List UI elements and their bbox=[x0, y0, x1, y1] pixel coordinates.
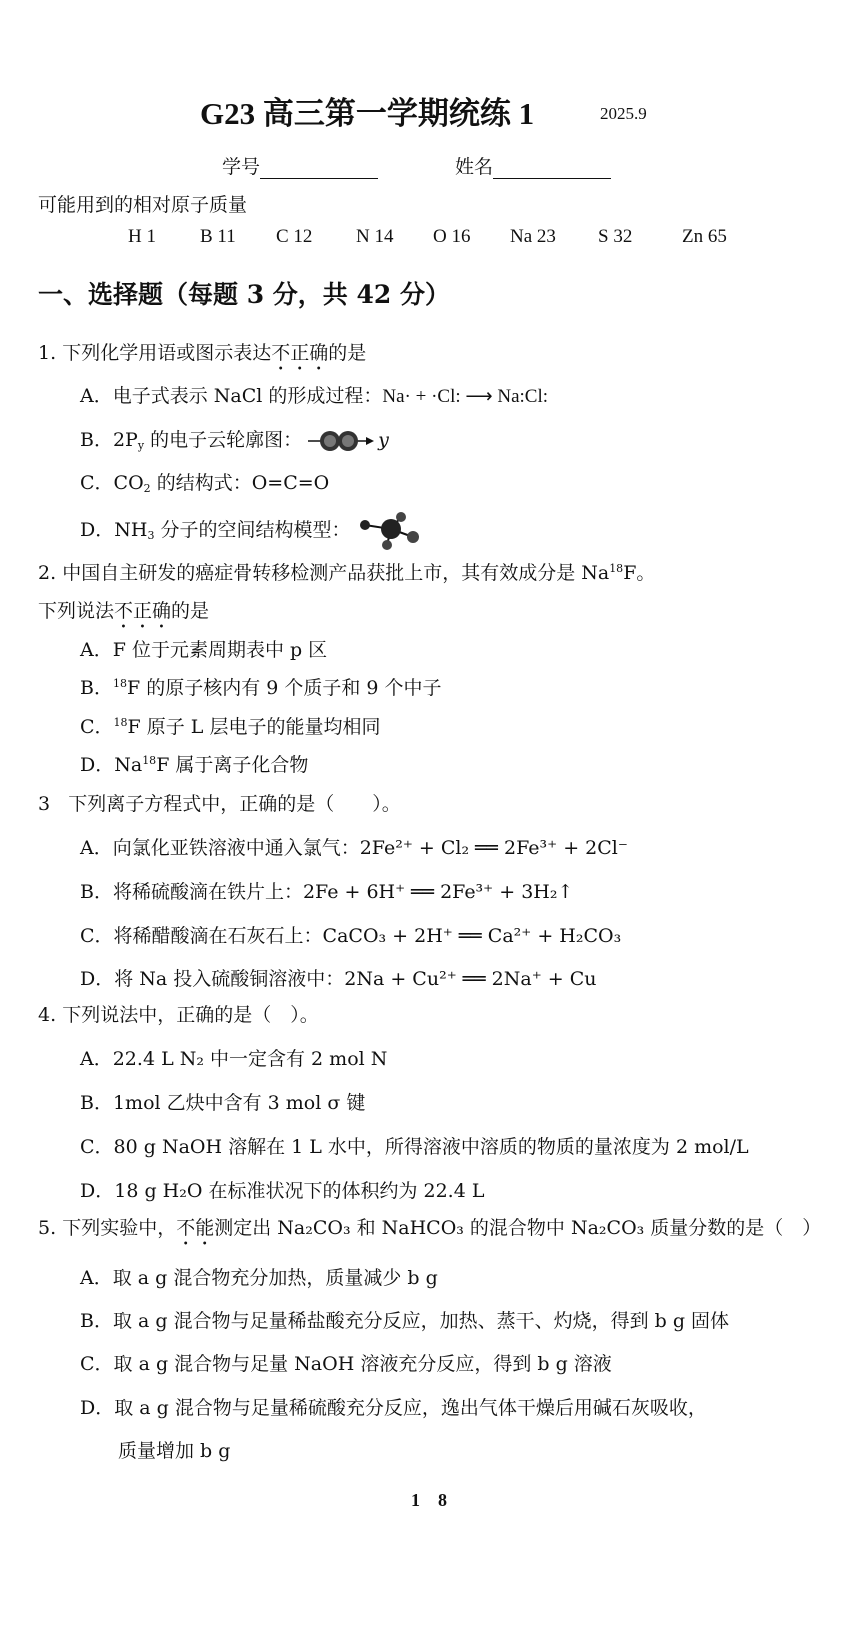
question-4-option-d[interactable]: D．18 g H₂O 在标准状况下的体积约为 22.4 L bbox=[80, 1180, 485, 1202]
option-text: F 原子 L 层电子的能量均相同 bbox=[127, 716, 381, 738]
student-id-label: 学号 bbox=[222, 156, 261, 178]
stem-text: 下列实验中， bbox=[62, 1217, 177, 1239]
question-2-stem-line2 bbox=[38, 596, 209, 633]
mass-item: Na 23 bbox=[510, 226, 556, 247]
stem-text: 下列离子方程式中，正确的是（ ）。 bbox=[68, 793, 401, 815]
stem-text: 的是 bbox=[328, 342, 367, 364]
student-id-field bbox=[222, 152, 378, 179]
question-number: 4. bbox=[38, 1004, 57, 1026]
question-3-option-d[interactable]: D．将 Na 投入硫酸铜溶液中：2Na + Cu²⁺ ══ 2Na⁺ + Cu bbox=[80, 968, 597, 990]
question-1-option-a[interactable] bbox=[80, 381, 548, 408]
question-4-option-c[interactable]: C．80 g NaOH 溶解在 1 L 水中，所得溶液中溶质的物质的量浓度为 2 mol/L bbox=[80, 1136, 749, 1158]
option-text: F 的原子核内有 9 个质子和 9 个中子 bbox=[126, 677, 442, 699]
stem-text: 下列说法 bbox=[38, 600, 115, 622]
option-text: A．电子式表示 NaCl 的形成过程： bbox=[80, 385, 383, 407]
question-number: 5. bbox=[38, 1217, 57, 1239]
superscript: 18 bbox=[609, 562, 624, 575]
question-3-stem bbox=[38, 789, 401, 816]
stem-text: 下列化学用语或图示表达 bbox=[62, 342, 272, 364]
question-4-stem bbox=[38, 1000, 319, 1027]
emphasis-text: 不正确 bbox=[114, 600, 172, 622]
question-5-option-a[interactable]: A．取 a g 混合物充分加热，质量减少 b g bbox=[80, 1267, 438, 1289]
question-3-option-c[interactable]: C．将稀醋酸滴在石灰石上：CaCO₃ + 2H⁺ ══ Ca²⁺ + H₂CO₃ bbox=[80, 925, 622, 947]
option-text: F 属于离子化合物 bbox=[156, 754, 309, 776]
question-2-option-d[interactable] bbox=[80, 750, 308, 777]
emphasis-text: 不正确 bbox=[271, 342, 329, 364]
stem-text: 下列说法中，正确的是（ ）。 bbox=[62, 1004, 319, 1026]
name-label: 姓名 bbox=[455, 156, 494, 178]
mass-item: C 12 bbox=[276, 226, 313, 247]
page-number: 1 8 bbox=[411, 1490, 447, 1510]
mass-item: Zn 65 bbox=[682, 226, 727, 247]
exam-title: G23 高三第一学期统练 1 bbox=[200, 96, 535, 131]
option-text: C．CO bbox=[80, 472, 144, 494]
option-text: D．Na bbox=[80, 754, 143, 776]
option-text: C． bbox=[80, 716, 114, 738]
stem-text: 中国自主研发的癌症骨转移检测产品获批上市，其有效成分是 Na bbox=[62, 562, 610, 584]
question-5-stem bbox=[38, 1213, 821, 1250]
exam-date: 2025.9 bbox=[600, 104, 647, 123]
option-text: B．2P bbox=[80, 429, 138, 451]
question-number: 1. bbox=[38, 342, 57, 364]
stem-text: 测定出 Na₂CO₃ 和 NaHCO₃ 的混合物中 Na₂CO₃ 质量分数的是（ ） bbox=[214, 1217, 822, 1239]
mass-item: N 14 bbox=[356, 226, 394, 247]
atomic-mass-intro: 可能用到的相对原子质量 bbox=[38, 194, 248, 216]
question-2-option-b[interactable] bbox=[80, 673, 442, 700]
emphasis-text: 不能 bbox=[176, 1217, 215, 1239]
atomic-mass-list bbox=[128, 226, 727, 248]
question-5-option-d-continued: 质量增加 b g bbox=[118, 1440, 231, 1462]
question-number: 3 bbox=[38, 793, 51, 815]
option-text: 的电子云轮廓图： bbox=[144, 429, 303, 451]
option-text: D．NH bbox=[80, 519, 148, 541]
student-id-blank[interactable] bbox=[260, 160, 378, 179]
question-5-option-c[interactable]: C．取 a g 混合物与足量 NaOH 溶液充分反应，得到 b g 溶液 bbox=[80, 1353, 612, 1375]
question-4-option-a[interactable]: A．22.4 L N₂ 中一定含有 2 mol N bbox=[80, 1048, 388, 1070]
subscript: 2 bbox=[143, 482, 151, 495]
question-1-option-d[interactable] bbox=[80, 511, 427, 551]
question-2-option-a[interactable]: A．F 位于元素周期表中 p 区 bbox=[80, 639, 328, 661]
stem-text: F。 bbox=[623, 562, 656, 584]
section-heading: 一、选择题（每题 3 分，共 42 分） bbox=[38, 280, 451, 309]
mass-item: B 11 bbox=[200, 226, 236, 247]
question-2-option-c[interactable] bbox=[80, 712, 380, 739]
question-1-option-b[interactable] bbox=[80, 425, 389, 454]
mass-item: H 1 bbox=[128, 226, 156, 247]
name-blank[interactable] bbox=[493, 160, 611, 179]
superscript: 18 bbox=[113, 716, 128, 729]
question-5-option-d[interactable]: D．取 a g 混合物与足量稀硫酸充分反应，逸出气体干燥后用碱石灰吸收， bbox=[80, 1397, 707, 1419]
option-text: 的结构式：O=C=O bbox=[150, 472, 330, 494]
p-orbital-diagram bbox=[308, 428, 378, 454]
option-text: B． bbox=[80, 677, 113, 699]
name-field bbox=[455, 152, 611, 179]
superscript: 18 bbox=[112, 677, 127, 690]
question-3-option-a[interactable]: A．向氯化亚铁溶液中通入氯气：2Fe²⁺ + Cl₂ ══ 2Fe³⁺ + 2Cl⁻ bbox=[80, 837, 628, 859]
superscript: 18 bbox=[142, 754, 157, 767]
question-1-stem bbox=[38, 338, 366, 375]
question-1-option-c[interactable] bbox=[80, 468, 329, 495]
question-4-option-b[interactable]: B．1mol 乙炔中含有 3 mol σ 键 bbox=[80, 1092, 366, 1114]
question-2-stem bbox=[38, 558, 655, 585]
mass-item: S 32 bbox=[598, 226, 633, 247]
nh3-ball-stick-model bbox=[357, 511, 427, 551]
mass-item: O 16 bbox=[433, 226, 471, 247]
question-3-option-b[interactable]: B．将稀硫酸滴在铁片上：2Fe + 6H⁺ ══ 2Fe³⁺ + 3H₂↑ bbox=[80, 881, 574, 903]
axis-label: y bbox=[378, 429, 389, 451]
stem-text: 的是 bbox=[171, 600, 210, 622]
electron-dot-formula: Na· + ·Cl: ⟶ Na:Cl: bbox=[382, 386, 549, 407]
subscript: y bbox=[137, 439, 145, 452]
question-5-option-b[interactable]: B．取 a g 混合物与足量稀盐酸充分反应，加热、蒸干、灼烧，得到 b g 固体 bbox=[80, 1310, 730, 1332]
question-number: 2. bbox=[38, 562, 57, 584]
subscript: 3 bbox=[147, 529, 155, 542]
option-text: 分子的空间结构模型： bbox=[154, 519, 351, 541]
